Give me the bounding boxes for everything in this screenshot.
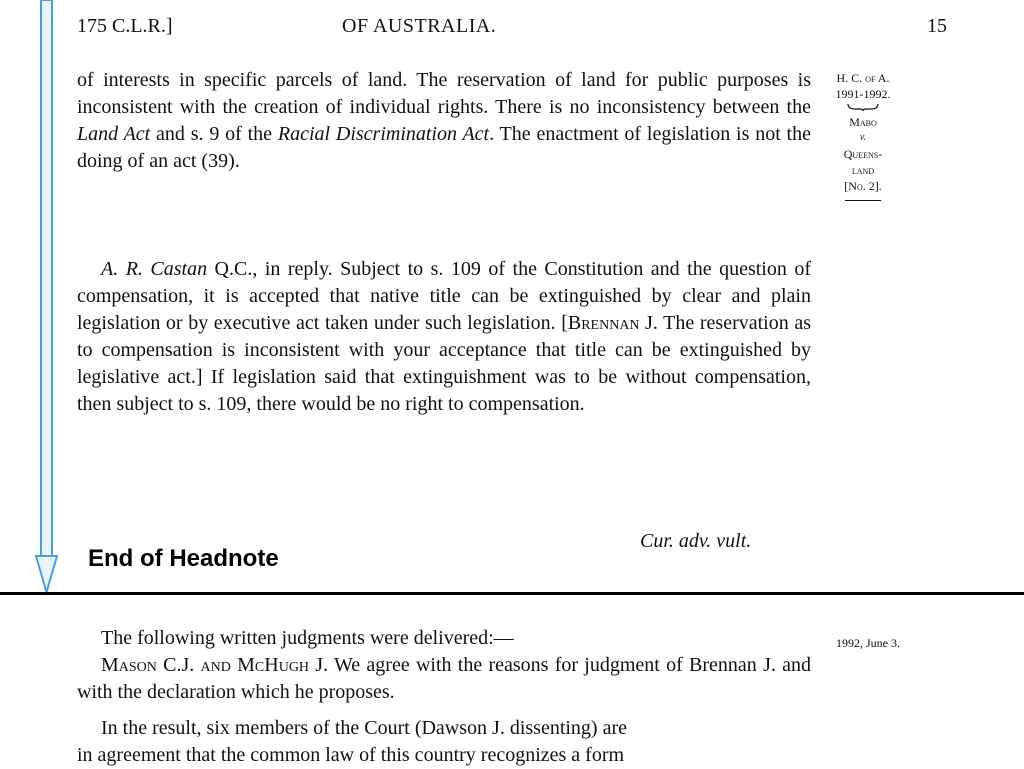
case-versus: v. [859,132,867,143]
case-number: [No. 2]. [844,179,882,193]
margin-note [822,70,904,201]
down-arrow-icon [0,0,70,600]
section-divider [0,592,1024,595]
paragraph-result: In the result, six members of the Court (Dawson J. dissenting) are [101,717,628,739]
judge-names: Mason C.J. and McHugh J. [101,654,329,676]
brace-icon [847,103,879,111]
judge-name: Brennan [567,312,640,334]
court-label: H. C. of A. [836,71,890,85]
end-of-headnote-label: End of Headnote [88,545,279,572]
margin-divider [845,200,881,201]
court-years: 1991-1992. [835,87,891,101]
statute-name: Land Act [77,123,151,145]
paragraph-result-continued: in agreement that the common law of this country recognizes a form [77,744,625,766]
counsel-name: A. R. Castan [101,258,208,280]
paragraph-mason-mchugh: Mason C.J. and McHugh J. We agree with the reasons for judgment of Brennan J. and with the declaration which he proposes. [77,654,811,703]
running-title: OF AUSTRALIA. [342,15,497,37]
statute-name: Racial Discrimination Act [277,123,490,145]
paragraph-respondent-argument: of interests in specific parcels of land. The reservation of land for public purposes is inconsistent with the creation of individual rights. There is no inconsistency between the Land Act and s. 9 of the Racial Discrimination Act. The enactment of legislation is not the doing of an act (39). [77,69,811,172]
page-number: 15 [927,15,947,37]
judgment-date: 1992, June 3. [836,636,900,650]
case-name: Mabo [849,115,877,129]
case-name: land [851,163,875,177]
report-citation: 175 C.L.R.] [77,15,173,37]
paragraph-judgments-delivered: The following written judgments were delivered:— [101,627,514,649]
paragraph-counsel-reply: A. R. Castan Q.C., in reply. Subject to s. 109 of the Constitution and the question of compensation, it is accepted that native title can be extinguished by clear and plain legislation or by executive act taken under such legislation. [Brennan J. The reservation as to compensation is inconsistent with your acceptance that title can be extinguished by legislative act.] If legislation said that extinguishment was to be without compensation, then subject to s. 109, there would be no right to compensation. [77,258,811,415]
cur-adv-vult: Cur. adv. vult. [640,530,752,552]
running-head [77,15,947,45]
case-name: Queens- [843,147,883,161]
